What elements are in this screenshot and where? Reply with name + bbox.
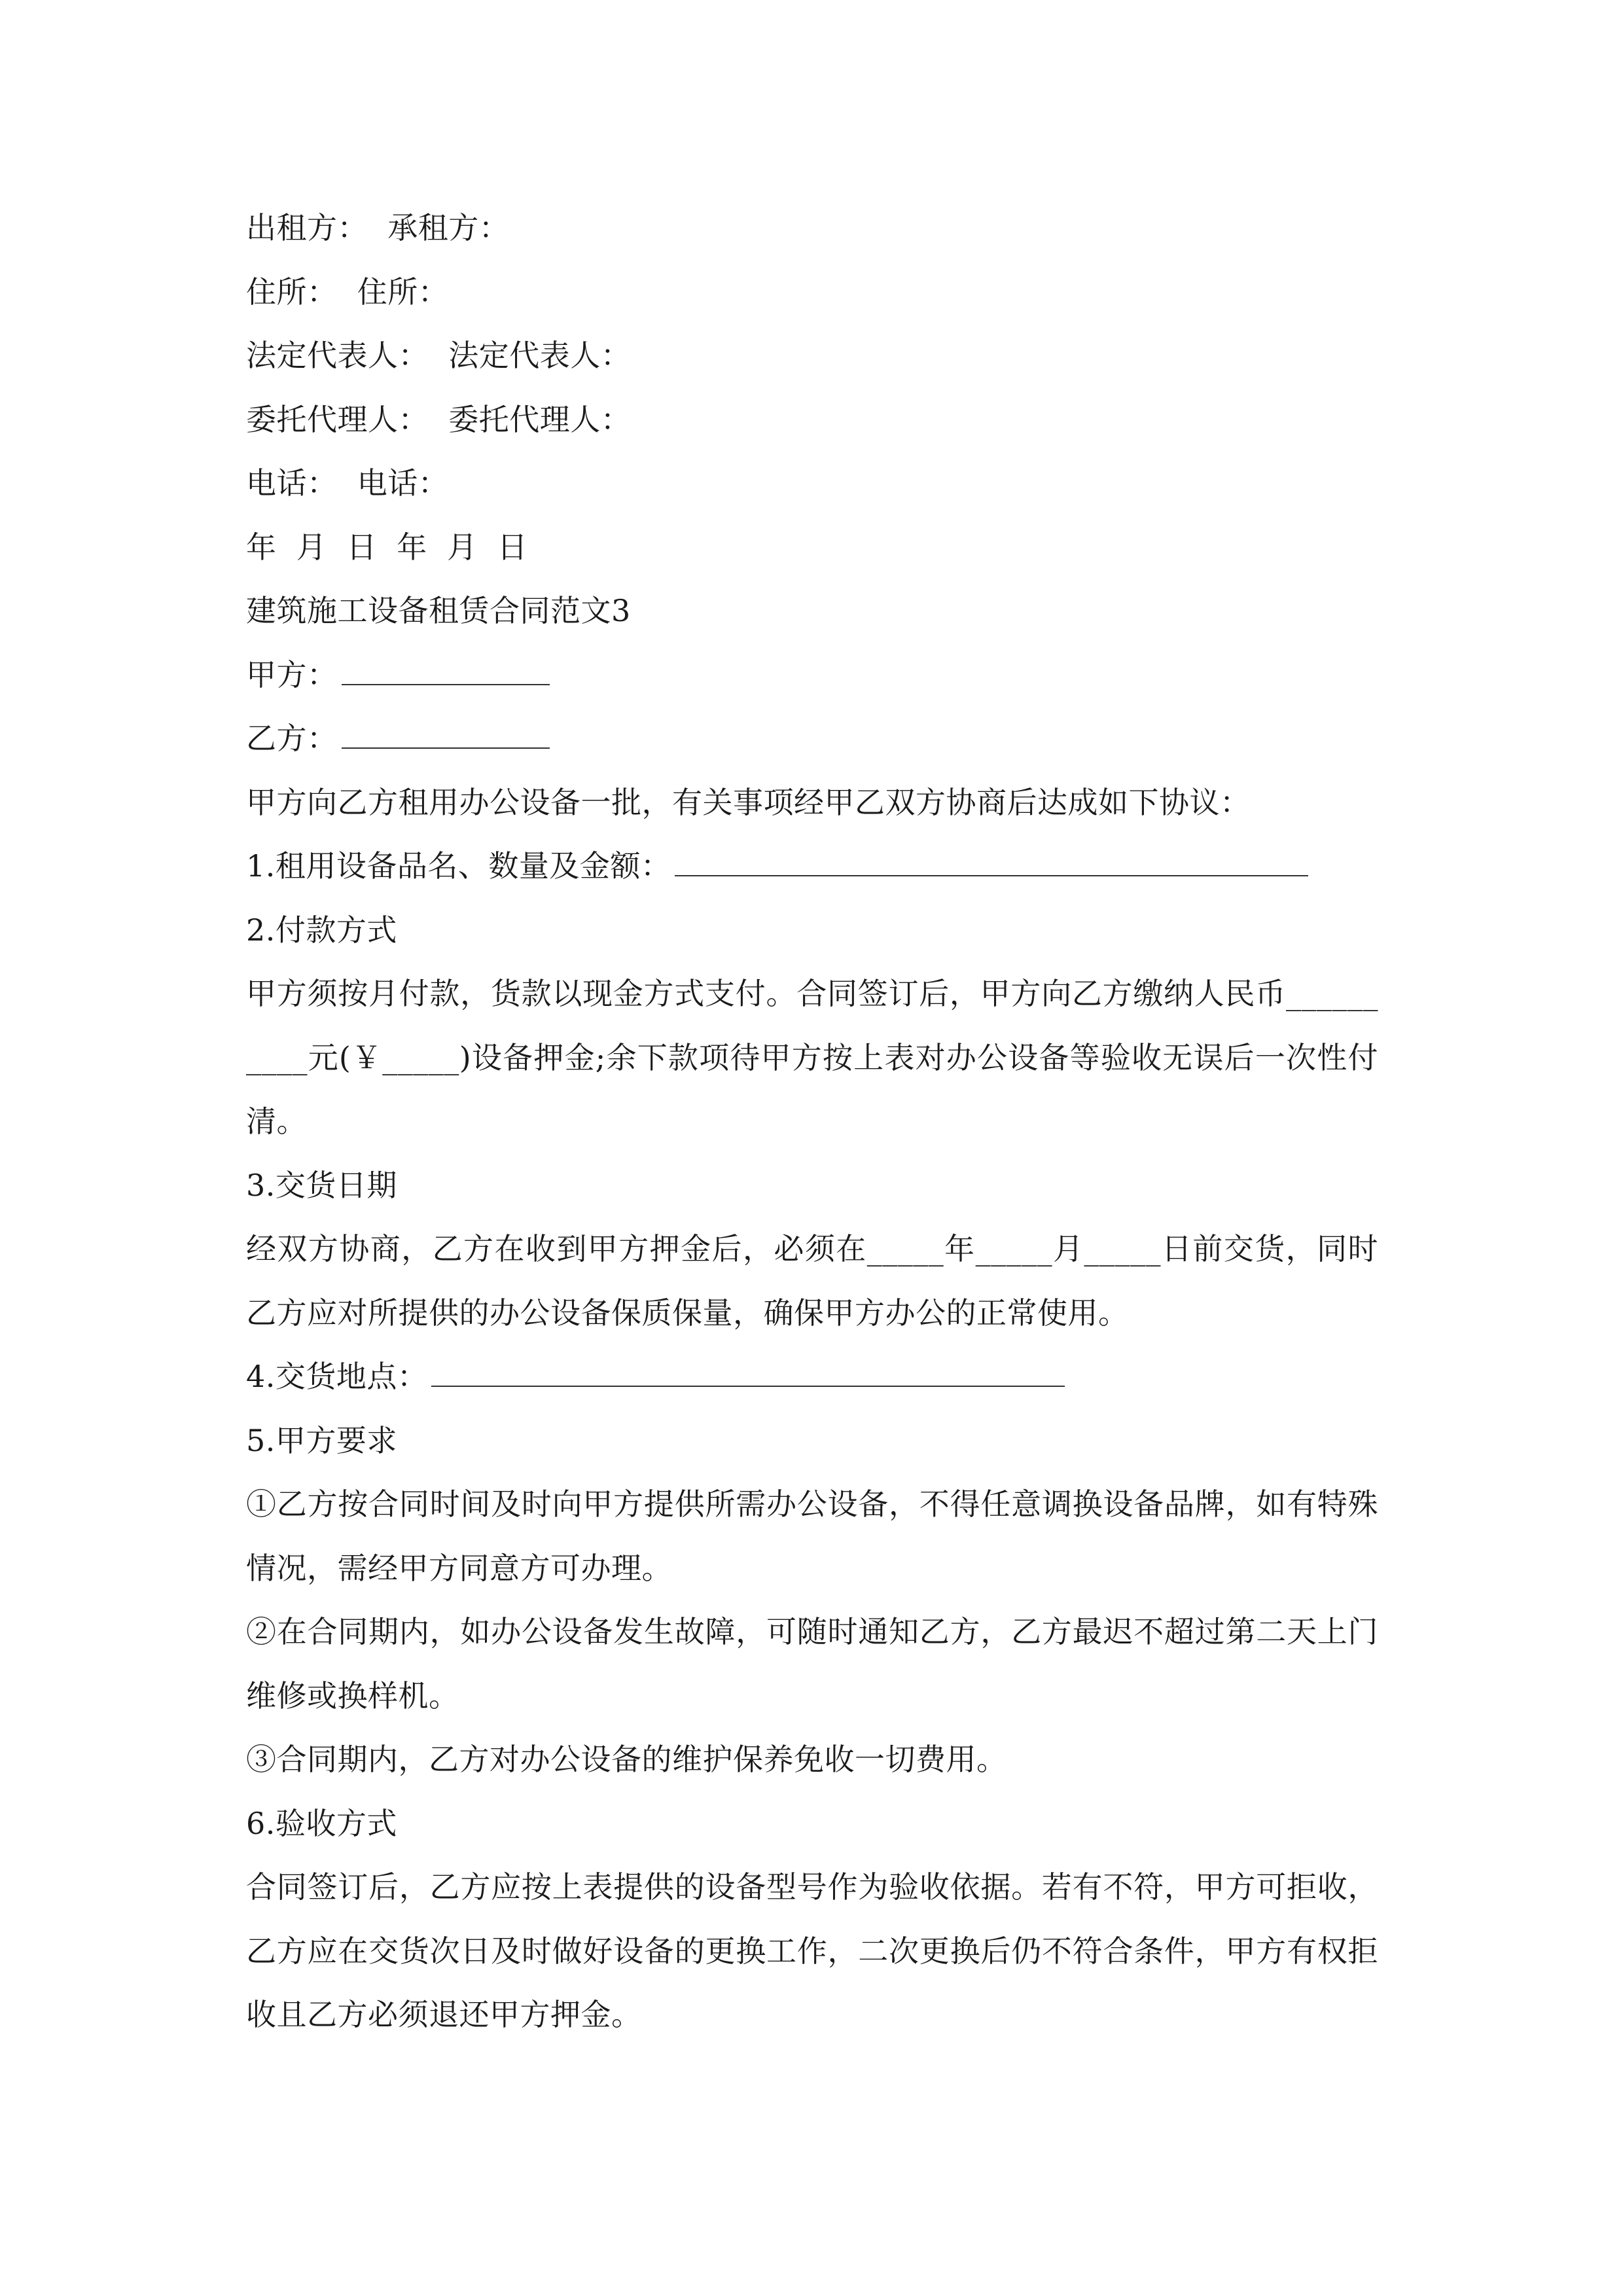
address-line: 住所： 住所： (246, 274, 449, 310)
item6-heading: 6.验收方式 (246, 1805, 397, 1841)
party-a-blank (342, 658, 550, 685)
party-a-line (246, 643, 1378, 708)
item2-heading: 2.付款方式 (246, 912, 397, 948)
authorized-agent-line: 委托代理人： 委托代理人： (246, 401, 632, 437)
item5-point2: ②在合同期内，如办公设备发生故障，可随时通知乙方，乙方最迟不超过第二天上门维修或换样机。 (246, 1614, 1378, 1713)
party-b-line (246, 707, 1378, 771)
phone-line: 电话： 电话： (246, 465, 449, 501)
item5-point1: ①乙方按合同时间及时向甲方提供所需办公设备，不得任意调换设备品牌，如有特殊情况，需经甲方同意方可办理。 (246, 1486, 1378, 1586)
item3-heading: 3.交货日期 (246, 1167, 397, 1203)
item5-heading: 5.甲方要求 (246, 1422, 397, 1458)
lessor-lessee-line: 出租方： 承租方： (246, 210, 510, 245)
intro-line: 甲方向乙方租用办公设备一批，有关事项经甲乙双方协商后达成如下协议： (246, 784, 1251, 820)
contract-title: 建筑施工设备租赁合同范文3 (246, 593, 631, 628)
party-a-label: 甲方： (246, 656, 338, 692)
item1-line (246, 834, 1378, 899)
date-line: 年 月 日 年 月 日 (246, 529, 528, 565)
item1-label: 1.租用设备品名、数量及金额： (246, 848, 671, 884)
item3-text: 经双方协商，乙方在收到甲方押金后，必须在_____年_____月_____日前交货，同时乙方应对所提供的办公设备保质保量，确保甲方办公的正常使用。 (246, 1231, 1379, 1331)
item5-point3: ③合同期内，乙方对办公设备的维护保养免收一切费用。 (246, 1742, 1007, 1777)
item4-label: 4.交货地点： (246, 1359, 428, 1394)
party-b-blank (342, 721, 550, 749)
item6-text: 合同签订后，乙方应按上表提供的设备型号作为验收依据。若有不符，甲方可拒收，乙方应在交货次日及时做好设备的更换工作，二次更换后仍不符合条件，甲方有权拒收且乙方必须退还甲方押金。 (246, 1869, 1378, 2032)
legal-representative-line: 法定代表人： 法定代表人： (246, 338, 632, 373)
item4-line (246, 1345, 1378, 1409)
item2-text: 甲方须按月付款，货款以现金方式支付。合同签订后，甲方向乙方缴纳人民币__________元(￥_____)设备押金;余下款项待甲方按上表对办公设备等验收无误后一次性付清。 (246, 976, 1378, 1139)
party-b-label: 乙方： (246, 721, 338, 756)
document-body (246, 196, 1378, 2047)
item1-blank (675, 849, 1308, 876)
item4-blank (431, 1359, 1065, 1387)
